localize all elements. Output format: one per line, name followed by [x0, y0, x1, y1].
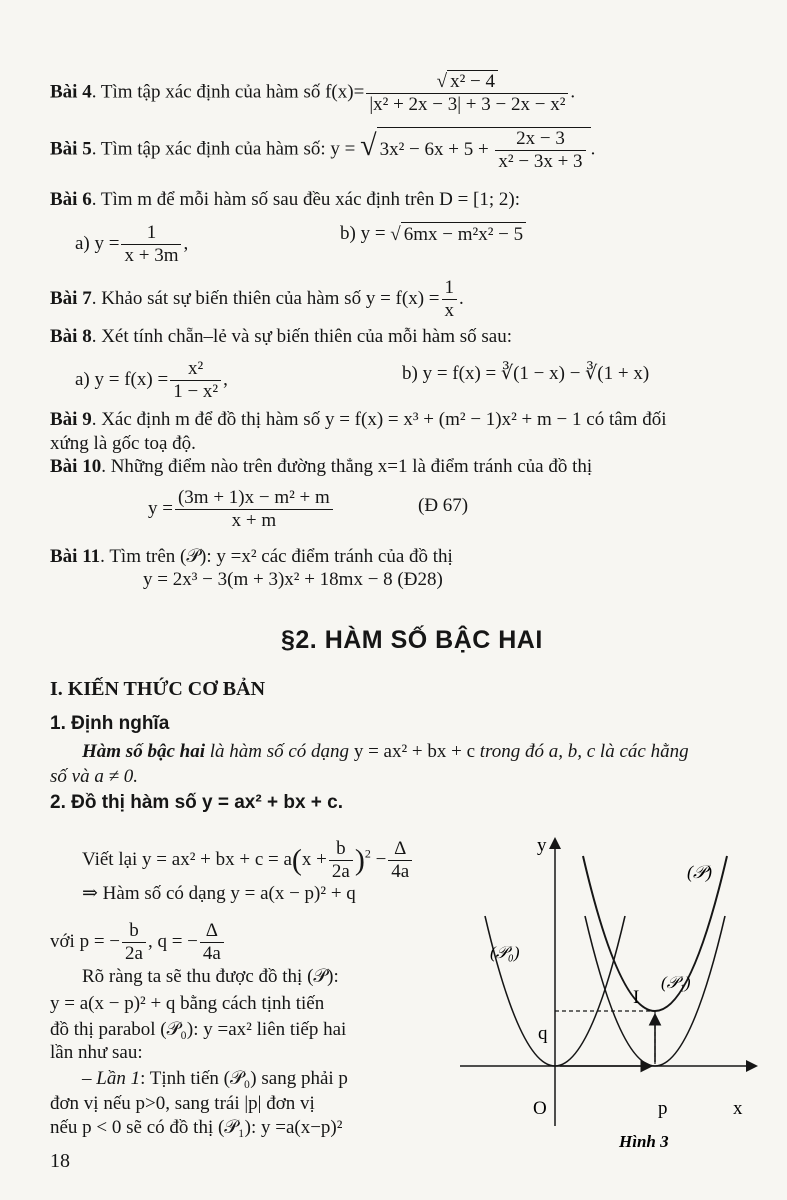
p-axis-label: p: [658, 1098, 668, 1119]
step-1-label: – Lần 1: [82, 1068, 141, 1089]
exercise-10-text: . Những điểm nào trên đường thẳng x=1 là điểm tránh của đồ thị: [101, 456, 593, 477]
rewrite-exponent: 2: [364, 846, 371, 861]
parabola-p-label: (𝒫): [687, 862, 712, 882]
exercise-10-reference: (Đ 67): [418, 495, 469, 516]
exercise-10-prefix: y =: [148, 497, 173, 519]
exercise-8: [50, 325, 512, 349]
exercise-11: [50, 545, 453, 569]
exercise-11-text: . Tìm trên (𝒫): y =x² các điểm tránh của đồ thị: [100, 546, 453, 567]
rewrite-numerator: b: [329, 838, 353, 861]
exercise-7: [50, 277, 464, 322]
rewrite-denominator-2: 4a: [391, 861, 410, 882]
with-prefix: với p = −: [50, 930, 121, 952]
with-middle: , q = −: [147, 930, 198, 952]
exercise-4: [50, 70, 575, 116]
exercise-6-label: Bài 6: [50, 189, 92, 210]
exercise-5-tail: .: [590, 138, 596, 160]
exercise-7-tail: .: [459, 287, 464, 309]
x-axis-label: x: [733, 1098, 743, 1119]
rewrite-inner: x +: [301, 848, 327, 870]
figure-caption: Hình 3: [619, 1132, 669, 1151]
exercise-6a-prefix: a) y =: [75, 232, 120, 254]
exercise-6b-prefix: b) y =: [340, 223, 386, 244]
definition-term: Hàm số bậc hai: [82, 741, 205, 762]
exercise-6a-numerator: 1: [121, 222, 181, 245]
rewrite-numerator-2: Δ: [388, 838, 412, 861]
exercise-8a-prefix: a) y = f(x) =: [75, 368, 169, 390]
rewrite-formula: Viết lại y = ax² + bx + c = a(x + $\frac{b}{2a}$ )$^2$ − $\frac{\Delta}{4a}$: [82, 838, 414, 883]
vertex-label: I: [633, 987, 640, 1008]
exercise-7-numerator: 1: [442, 277, 458, 300]
graph-heading: 2. Đồ thị hàm số y = ax² + bx + c.: [50, 792, 344, 813]
exercise-8-label: Bài 8: [50, 326, 92, 347]
exercise-9-line2: xứng là gốc toạ độ.: [50, 433, 196, 454]
exercise-10-label: Bài 10: [50, 456, 102, 477]
p-denominator: 2a: [125, 943, 143, 964]
exercise-6-text: . Tìm m để mỗi hàm số sau đều xác định trên D = [1; 2):: [91, 189, 520, 210]
exercise-8a-numerator: x²: [170, 358, 221, 381]
exercise-8a-tail: ,: [223, 368, 228, 390]
section-title: §2. HÀM SỐ BẬC HAI: [281, 626, 543, 654]
exercise-6a-tail: ,: [183, 232, 189, 254]
paragraph-line-3: đồ thị parabol (𝒫₀): y =ax² liên tiếp hai: [50, 1019, 347, 1040]
definition-equation: y = ax² + bx + c: [353, 741, 476, 762]
exercise-10: [50, 455, 592, 479]
p-q-definitions: [50, 920, 226, 965]
exercise-6b-radicand: 6mx − m²x² − 5: [401, 222, 526, 247]
paragraph-line-7: nếu p < 0 sẽ có đồ thị (𝒫₁): y =a(x−p)²: [50, 1117, 343, 1138]
exercise-10-formula: [148, 487, 335, 532]
page-number: 18: [50, 1150, 70, 1172]
exercise-5: [50, 127, 595, 173]
definition-line-1: [82, 740, 689, 764]
exercise-6a: [75, 222, 188, 267]
exercise-8a-denominator: 1 − x²: [173, 381, 219, 402]
exercise-4-label: Bài 4: [50, 81, 92, 103]
exercise-11-label: Bài 11: [50, 546, 101, 567]
definition-line-2: số và a ≠ 0.: [50, 766, 139, 787]
parabola-figure: [455, 826, 785, 1156]
exercise-5-label: Bài 5: [50, 138, 92, 160]
exercise-4-numerator: x² − 4: [447, 70, 498, 93]
exercise-8a: [75, 358, 228, 403]
exercise-8-text: . Xét tính chẵn–lẻ và sự biến thiên của mỗi hàm số sau:: [91, 326, 512, 347]
exercise-5-denominator: x² − 3x + 3: [498, 151, 583, 172]
y-axis-label: y: [537, 835, 547, 856]
exercise-4-tail: .: [570, 81, 576, 103]
rewrite-minus: −: [375, 848, 387, 870]
exercise-6: [50, 188, 520, 212]
exercise-5-text: . Tìm tập xác định của hàm số: y =: [91, 138, 361, 160]
exercise-5-numerator: 2x − 3: [495, 128, 585, 151]
exercise-11-equation: y = 2x³ − 3(m + 3)x² + 18mx − 8 (Đ28): [143, 569, 443, 590]
parabola-p0-label: (𝒫₀): [490, 943, 520, 962]
definition-text-a: là hàm số có dạng: [204, 741, 354, 762]
q-denominator: 4a: [202, 943, 221, 964]
exercise-8b: b) y = f(x) = ∛(1 − x) − ∛(1 + x): [402, 363, 650, 384]
definition-heading: 1. Định nghĩa: [50, 713, 170, 734]
exercise-9: [50, 408, 666, 432]
exercise-9-text: . Xác định m để đồ thị hàm số y = f(x) = x³ + (m² − 1)x² + m − 1 có tâm đối: [91, 409, 667, 430]
step-1-text: : Tịnh tiến (𝒫₀) sang phải p: [140, 1068, 348, 1089]
parabola-p1-label: (𝒫₁): [661, 973, 691, 992]
part-heading: I. KIẾN THỨC CƠ BẢN: [50, 678, 266, 700]
exercise-10-denominator: x + m: [231, 510, 277, 531]
exercise-9-label: Bài 9: [50, 409, 92, 430]
p-numerator: b: [122, 920, 146, 943]
vertex-form: ⇒ Hàm số có dạng y = a(x − p)² + q: [82, 883, 356, 904]
exercise-5-radicand: 3x² − 6x + 5 +: [379, 138, 489, 160]
paragraph-line-5: [82, 1067, 348, 1091]
exercise-10-numerator: (3m + 1)x − m² + m: [175, 487, 333, 510]
paragraph-line-1: Rõ ràng ta sẽ thu được đồ thị (𝒫):: [82, 966, 339, 987]
exercise-4-fraction: $\frac{\text{√ x² − 4}}{\text{|x² + 2x − 3| + 3 − 2x − x²}}$: [366, 70, 568, 116]
origin-label: O: [533, 1098, 547, 1119]
rewrite-prefix: Viết lại y = ax² + bx + c = a: [82, 848, 292, 870]
definition-text-b: trong đó a, b, c là các hằng: [475, 741, 689, 762]
exercise-7-text: . Khảo sát sự biến thiên của hàm số y = f(x) =: [91, 287, 440, 309]
q-axis-label: q: [538, 1023, 548, 1044]
exercise-5-radical: √ 3x² − 6x + 5 + $\frac{2x - 3}{\text{x² − 3x + 3}}$: [360, 127, 590, 173]
exercise-4-denominator: |x² + 2x − 3| + 3 − 2x − x²: [369, 94, 566, 116]
paragraph-line-6: đơn vị nếu p>0, sang trái |p| đơn vị: [50, 1093, 315, 1114]
exercise-6b: b) y = √ 6mx − m²x² − 5: [340, 222, 526, 247]
exercise-4-text: . Tìm tập xác định của hàm số f(x)=: [91, 81, 365, 103]
q-numerator: Δ: [200, 920, 224, 943]
exercise-6a-denominator: x + 3m: [124, 245, 179, 266]
paragraph-line-2: y = a(x − p)² + q bằng cách tịnh tiến: [50, 993, 325, 1014]
paragraph-line-4: lần như sau:: [50, 1042, 143, 1063]
exercise-7-denominator: x: [444, 300, 454, 321]
exercise-7-label: Bài 7: [50, 287, 92, 309]
rewrite-denominator: 2a: [331, 861, 350, 882]
